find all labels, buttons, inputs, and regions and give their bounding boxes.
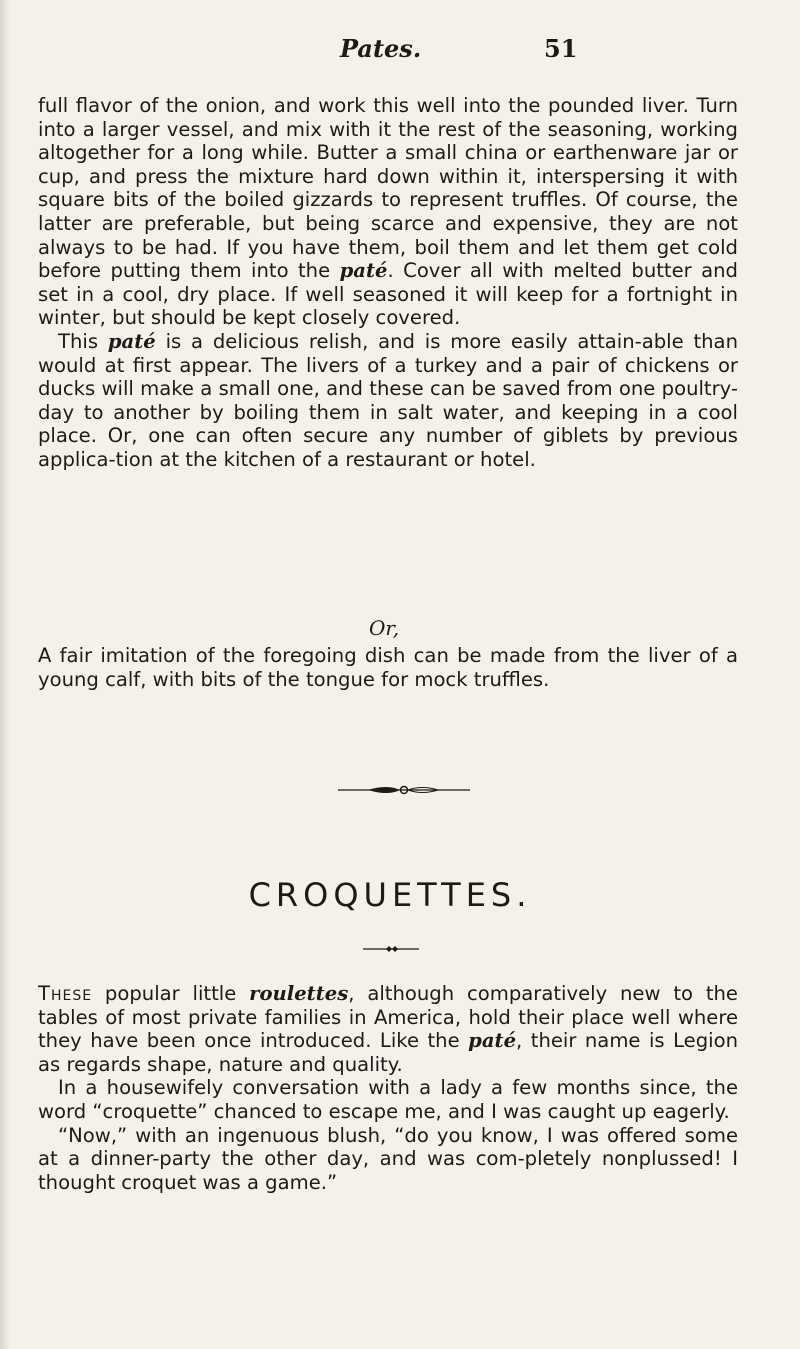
paragraph: This paté is a delicious relish, and is more easily attain-able than would at first appear. The livers of a turkey and a pair of chickens or ducks will make a small one, and these can be saved from one poultry-day to another by boiling them in salt water, and keeping in a cool place. Or, one can often secure any number of giblets by previous applica-tion at the kitchen of a restaurant or hotel. bbox=[38, 329, 738, 471]
italic-word: paté bbox=[468, 1029, 517, 1053]
paragraph: In a housewifely conversation with a lady a few months since, the word “croquette” chanced to escape me, and I was caught up eagerly. bbox=[38, 1076, 738, 1123]
lead-word: These bbox=[38, 982, 93, 1005]
paragraph: A fair imitation of the foregoing dish can be made from the liver of a young calf, with bits of the tongue for mock truffles. bbox=[38, 644, 738, 691]
or-heading: Or, bbox=[368, 616, 400, 640]
paragraph: “Now,” with an ingenuous blush, “do you know, I was offered some at a dinner-party the other day, and was com-pletely nonplussed! I thought croquet was a game.” bbox=[38, 1123, 738, 1194]
page-edge bbox=[0, 0, 10, 1349]
section-title: CROQUETTES. bbox=[248, 876, 532, 914]
italic-word: paté bbox=[339, 259, 388, 283]
text-block-variation bbox=[38, 644, 738, 691]
italic-word: paté bbox=[107, 329, 156, 353]
paragraph: full flavor of the onion, and work this well into the pounded liver. Turn into a larger vessel, and mix with it the rest of the seasoning, working altogether for a long while. Butter a small china or earthenware jar or cup, and press the mixture hard down within it, interspersing it with square bits of the boiled gizzards to represent truffles. Of course, the latter are preferable, but being scarce and expensive, they are not always to be had. If you have them, boil them and let them get cold before putting them into the paté. Cover all with melted butter and set in a cool, dry place. If well seasoned it will keep for a fortnight in winter, but should be kept closely covered. bbox=[38, 94, 738, 330]
page-number: 51 bbox=[544, 34, 578, 63]
text-block-croquettes bbox=[38, 982, 738, 1194]
text-block-pate bbox=[38, 94, 738, 472]
italic-word: roulettes bbox=[249, 982, 349, 1005]
paragraph: These popular little roulettes, although comparatively new to the tables of most private families in America, hold their place well where they have been once introduced. Like the paté, their name is Legion as regards shape, nature and quality. bbox=[38, 982, 738, 1076]
page-header bbox=[0, 34, 800, 74]
running-title: Pates. bbox=[340, 34, 422, 63]
small-rule-icon bbox=[363, 944, 419, 954]
ornament-divider-icon bbox=[338, 783, 470, 797]
